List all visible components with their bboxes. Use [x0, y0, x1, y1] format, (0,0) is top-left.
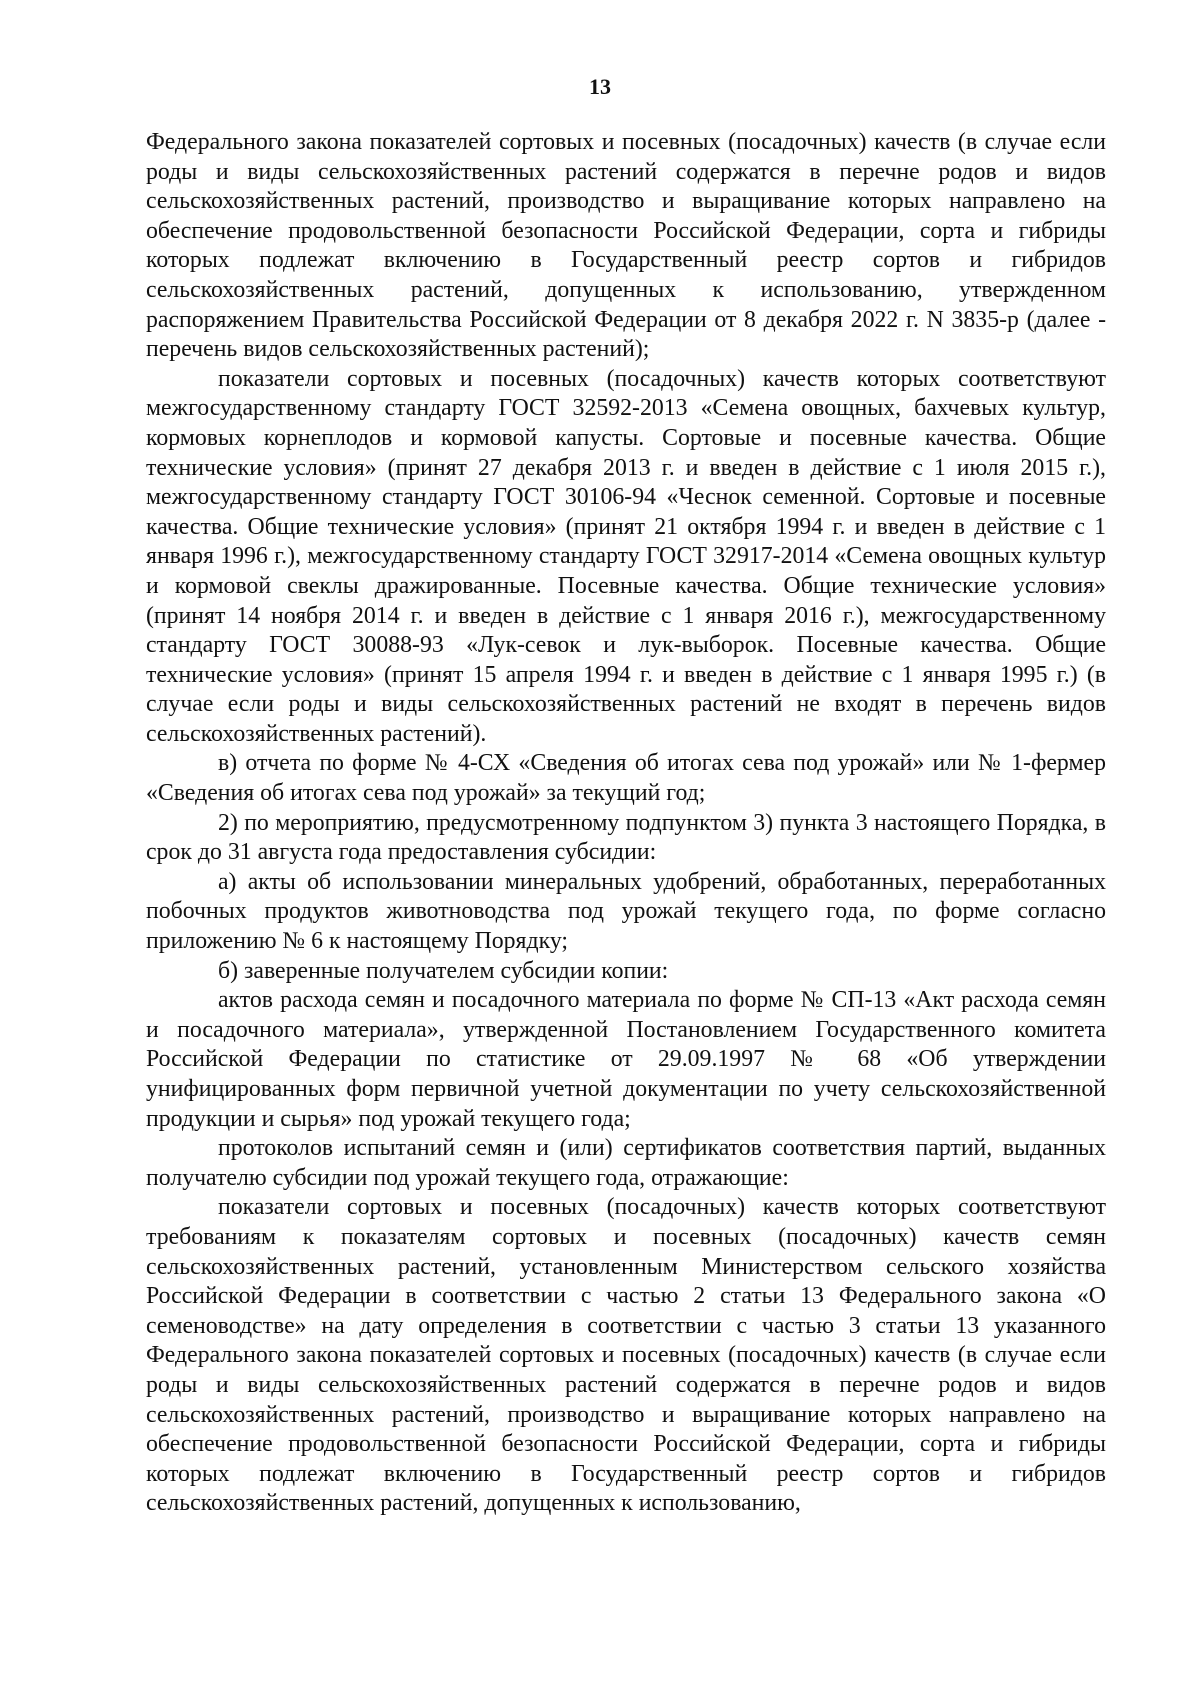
- paragraph-measure-2: 2) по мероприятию, предусмотренному подпунктом 3) пункта 3 настоящего Порядка, в срок до 31 августа года предоставления субсидии:: [146, 809, 1106, 866]
- document-body: [146, 128, 1106, 1519]
- paragraph-test-protocols: протоколов испытаний семян и (или) сертификатов соответствия партий, выданных получателю субсидии под урожай текущего года, отражающие:: [146, 1135, 1106, 1191]
- paragraph-gost-indicators: показатели сортовых и посевных (посадочных) качеств которых соответствуют межгосударственному стандарту ГОСТ 32592-2013 «Семена овощных, бахчевых культур, кормовых корнеплодов и кормовой капусты. Сортовые и посевные качества. Общие технические условия» (принят 27 декабря 2013 г. и введен в действие с 1 июля 2015 г.), межгосударственному стандарту ГОСТ 30106-94 «Чеснок семенной. Сортовые и посевные качества. Общие технические условия» (принят 21 октября 1994 г. и введен в действие с 1 января 1996 г.), межгосударственному стандарту ГОСТ 32917-2014 «Семена овощных культур и кормовой свеклы дражированные. Посевные качества. Общие технические условия» (принят 14 ноября 2014 г. и введен в действие с 1 января 2016 г.), межгосударственному стандарту ГОСТ 30088-93 «Лук-севок и лук-выборок. Посевные качества. Общие технические условия» (принят 15 апреля 1994 г. и введен в действие с 1 января 1995 г.) (в случае если роды и виды сельскохозяйственных растений не входят в перечень видов сельскохозяйственных растений).: [146, 365, 1106, 747]
- paragraph-seed-acts: актов расхода семян и посадочного материала по форме № СП-13 «Акт расхода семян и посадочного материала», утвержденной Постановлением Государственного комитета Российской Федерации по статистике от 29.09.1997 № 68 «Об утверждении унифицированных форм первичной учетной документации по учету сельскохозяйственной продукции и сырья» под урожай текущего года;: [146, 987, 1106, 1132]
- paragraph-acts-fertilizers: а) акты об использовании минеральных удобрений, обработанных, переработанных побочных продуктов животноводства под урожай текущего года, по форме согласно приложению № 6 к настоящему Порядку;: [146, 868, 1106, 955]
- paragraph-report-form: в) отчета по форме № 4-СХ «Сведения об итогах сева под урожай» или № 1-фермер «Сведения об итогах сева под урожай» за текущий год;: [146, 750, 1106, 807]
- page-number: 13: [589, 74, 611, 99]
- paragraph-quality-indicators: показатели сортовых и посевных (посадочных) качеств которых соответствуют требованиям к показателям сортовых и посевных (посадочных) качеств семян сельскохозяйственных растений, установленным Министерством сельского хозяйства Российской Федерации в соответствии с частью 2 статьи 13 Федерального закона «О семеноводстве» на дату определения в соответствии с частью 3 статьи 13 указанного Федерального закона показателей сортовых и посевных (посадочных) качеств (в случае если роды и виды сельскохозяйственных растений содержатся в перечне родов и видов сельскохозяйственных растений, производство и выращивание которых направлено на обеспечение продовольственной безопасности Российской Федерации, сорта и гибриды которых подлежат включению в Государственный реестр сортов и гибридов сельскохозяйственных растений, допущенных к использованию,: [146, 1194, 1106, 1517]
- paragraph-continuation: Федерального закона показателей сортовых и посевных (посадочных) качеств (в случае если роды и виды сельскохозяйственных растений содержатся в перечне родов и видов сельскохозяйственных растений, производство и выращивание которых направлено на обеспечение продовольственной безопасности Российской Федерации, сорта и гибриды которых подлежат включению в Государственный реестр сортов и гибридов сельскохозяйственных растений, допущенных к использованию, утвержденном распоряжением Правительства Российской Федерации от 8 декабря 2022 г. N 3835-р (далее - перечень видов сельскохозяйственных растений);: [146, 129, 1106, 363]
- paragraph-certified-copies: б) заверенные получателем субсидии копии:: [218, 957, 669, 984]
